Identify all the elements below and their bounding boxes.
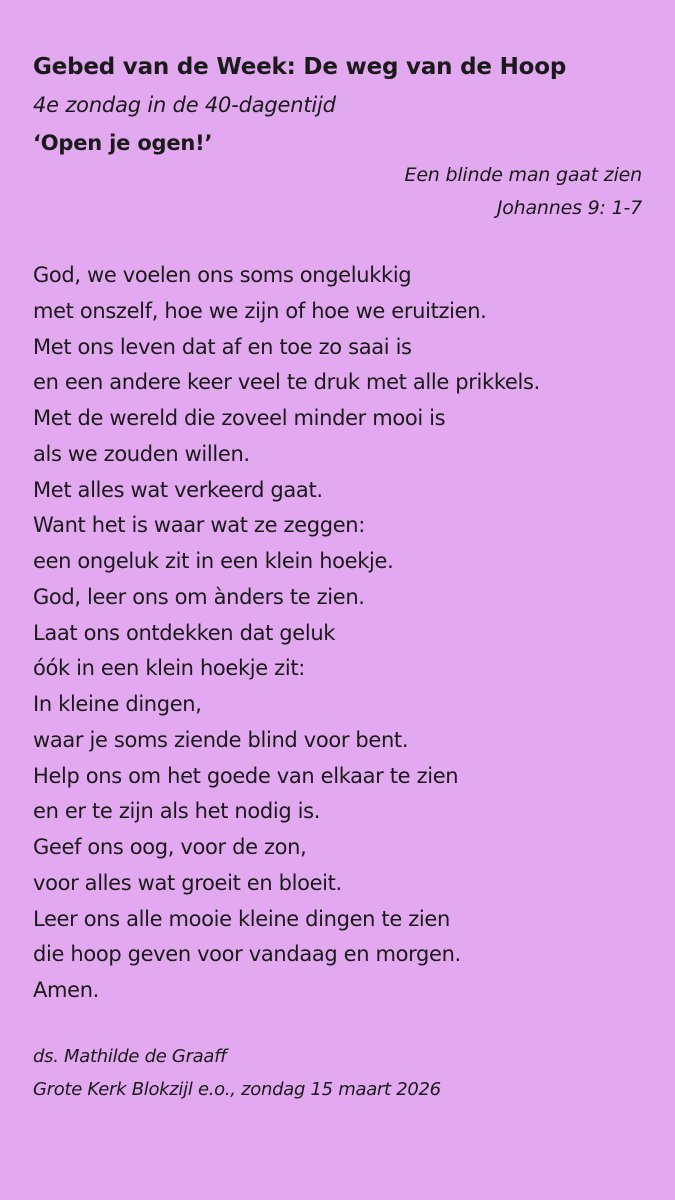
scripture-description: Een blinde man gaat zien [404,164,642,186]
prayer-line: als we zouden willen. [33,441,250,466]
signature-block [33,1040,441,1106]
prayer-line: Leer ons alle mooie kleine dingen te zien [33,906,450,931]
prayer-line: In kleine dingen, [33,692,202,716]
prayer-line: Met ons leven dat af en toe zo saai is [33,334,412,359]
page-title: Gebed van de Week: De weg van de Hoop [33,54,567,80]
prayer-line: Met alles wat verkeerd gaat. [33,477,323,502]
prayer-text [33,258,540,1009]
author-name: ds. Mathilde de Graaff [33,1046,227,1067]
prayer-line: Help ons om het goede van elkaar te zien [33,763,459,788]
prayer-line: en een andere keer veel te druk met alle prikkels. [33,370,540,395]
prayer-line: God, leer ons om ànders te zien. [33,584,365,609]
location-date: Grote Kerk Blokzijl e.o., zondag 15 maart 2026 [33,1079,441,1100]
prayer-line: die hoop geven voor vandaag en morgen. [33,942,461,967]
theme-heading: ‘Open je ogen!’ [33,131,213,155]
prayer-line: met onszelf, hoe we zijn of hoe we eruitzien. [33,298,487,323]
page-subtitle: 4e zondag in de 40-dagentijd [33,93,336,117]
prayer-line: Geef ons oog, voor de zon, [33,835,307,859]
prayer-line: een ongeluk zit in een klein hoekje. [33,549,394,573]
prayer-line: Laat ons ontdekken dat geluk [33,620,336,645]
scripture-reference-block [405,159,642,225]
prayer-line: God, we voelen ons soms ongelukkig [33,263,412,287]
prayer-line: Want het is waar wat ze zeggen: [33,513,365,538]
prayer-line: waar je soms ziende blind voor bent. [33,727,409,752]
scripture-reference: Johannes 9: 1-7 [496,197,642,219]
prayer-line: Amen. [33,978,99,1002]
prayer-line: óók in een klein hoekje zit: [33,656,305,681]
prayer-line: en er te zijn als het nodig is. [33,799,321,824]
prayer-line: Met de wereld die zoveel minder mooi is [33,406,446,430]
prayer-line: voor alles wat groeit en bloeit. [33,870,342,895]
